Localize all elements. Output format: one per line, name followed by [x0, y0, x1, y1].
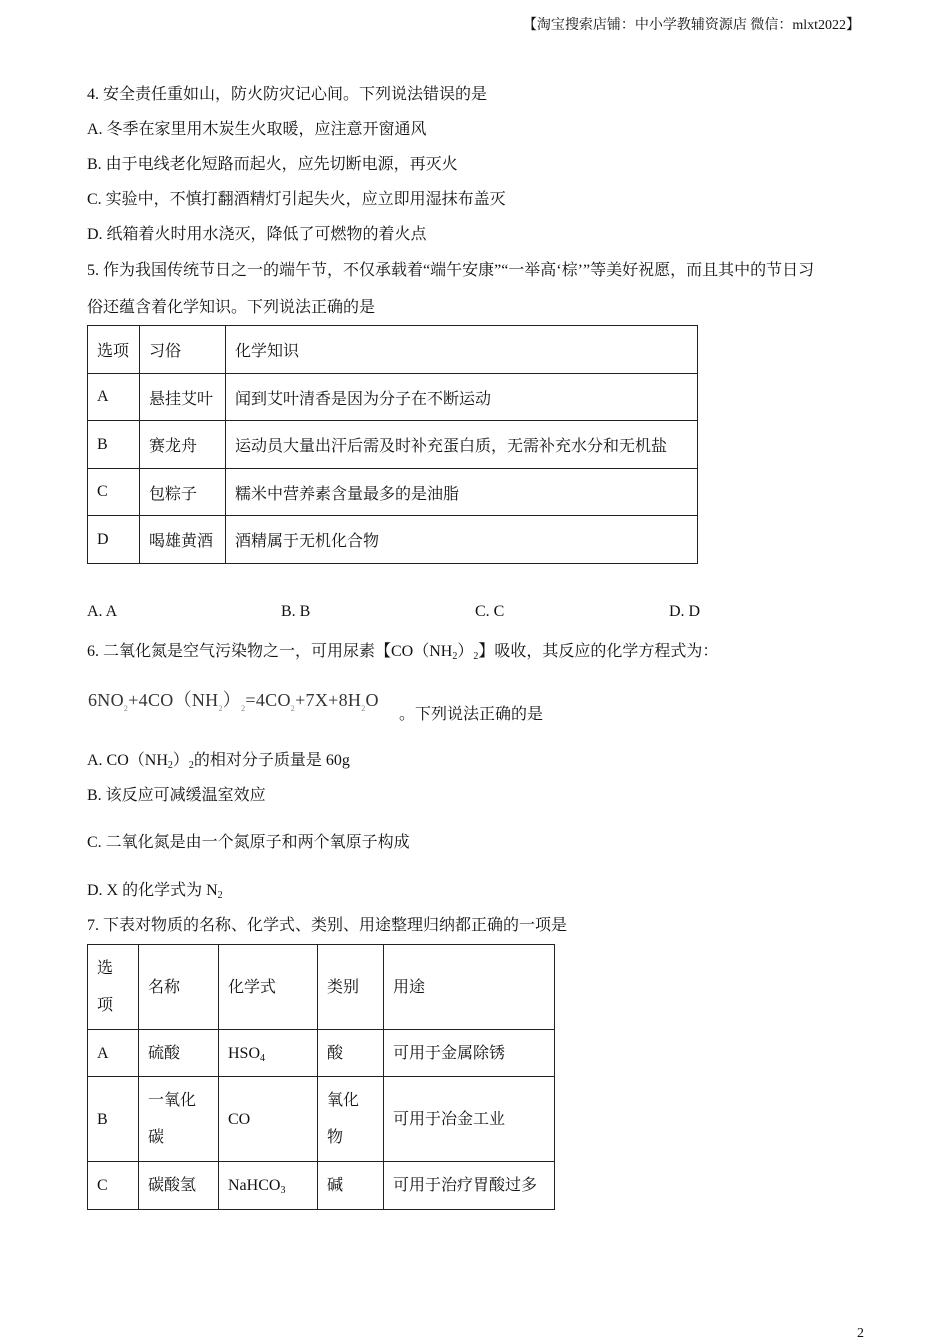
header-option: 选项: [88, 326, 140, 374]
page-number: 2: [857, 1326, 864, 1341]
header-chem-knowledge: 化学知识: [226, 326, 698, 374]
question-4-option-d: D. 纸箱着火时用水浇灭，降低了可燃物的着火点: [87, 226, 427, 243]
question-7-stem: 7. 下表对物质的名称、化学式、类别、用途整理归纳都正确的一项是: [87, 917, 568, 934]
question-5-choice-a: A. A: [87, 603, 118, 620]
chemical-equation: $6NO_2+4CO(NH_2)_2=4CO_2+7X+8H_2O$: [88, 690, 379, 713]
question-6-stem-tail: 。下列说法正确的是: [399, 706, 544, 723]
header-name: 名称: [139, 945, 219, 1030]
question-6-stem: 6. 二氧化氮是空气污染物之一，可用尿素【$CO(NH_2)_2$】吸收，其反应的化学方程式为：: [87, 643, 719, 662]
question-4-stem: 4. 安全责任重如山，防火防灾记心间。下列说法错误的是: [87, 86, 488, 103]
header-use: 用途: [384, 945, 555, 1030]
row-custom: 赛龙舟: [140, 421, 226, 469]
row-category: 氧化 物: [318, 1077, 384, 1162]
row-knowledge: 糯米中营养素含量最多的是油脂: [226, 469, 698, 516]
row-option: A: [88, 374, 140, 421]
header-formula: 化学式: [219, 945, 318, 1030]
page-header: 【淘宝搜索店铺：中小学教辅资源店 微信：mlxt2022】: [522, 18, 860, 33]
question-5-choice-c: C. C: [475, 603, 505, 620]
row-custom: 喝雄黄酒: [140, 516, 226, 564]
row-option: C: [88, 1162, 139, 1210]
question-4-option-c: C. 实验中，不慎打翻酒精灯引起失火，应立即用湿抹布盖灭: [87, 191, 506, 208]
question-6-option-d: D. X 的化学式为 $N_2$: [87, 882, 223, 901]
header-category: 类别: [318, 945, 384, 1030]
row-name: 碳酸氢: [139, 1162, 219, 1210]
table-row: [88, 374, 698, 421]
table-header-row: [88, 945, 555, 1030]
row-custom: 悬挂艾叶: [140, 374, 226, 421]
row-formula: $HSO_4$: [219, 1030, 318, 1077]
row-use: 可用于治疗胃酸过多: [384, 1162, 555, 1210]
question-6-option-c: C. 二氧化氮是由一个氮原子和两个氧原子构成: [87, 834, 410, 851]
question-4-option-b: B. 由于电线老化短路而起火，应先切断电源，再灭火: [87, 156, 458, 173]
row-use: 可用于金属除锈: [384, 1030, 555, 1077]
question-4-option-a: A. 冬季在家里用木炭生火取暖，应注意开窗通风: [87, 121, 427, 138]
row-option: C: [88, 469, 140, 516]
row-option: B: [88, 421, 140, 469]
row-option: D: [88, 516, 140, 564]
row-knowledge: 酒精属于无机化合物: [226, 516, 698, 564]
question-5-stem-line-1: 5. 作为我国传统节日之一的端午节，不仅承载着“端午安康”“一举高‘棕’”等美好祝愿，而且其中的节日习: [87, 262, 815, 279]
question-5-table: [87, 325, 698, 564]
row-option: A: [88, 1030, 139, 1077]
row-use: 可用于冶金工业: [384, 1077, 555, 1162]
row-category: 酸: [318, 1030, 384, 1077]
question-5-choice-b: B. B: [281, 603, 311, 620]
question-6-option-b: B. 该反应可减缓温室效应: [87, 787, 266, 804]
question-7-table: [87, 944, 555, 1210]
header-custom: 习俗: [140, 326, 226, 374]
row-knowledge: 运动员大量出汗后需及时补充蛋白质，无需补充水分和无机盐: [226, 421, 698, 469]
table-row: [88, 516, 698, 564]
table-row: [88, 1030, 555, 1077]
table-row: [88, 1162, 555, 1210]
header-option: 选 项: [88, 945, 139, 1030]
question-5-choice-d: D. D: [669, 603, 701, 620]
table-row: [88, 469, 698, 516]
table-row: [88, 1077, 555, 1162]
row-option: B: [88, 1077, 139, 1162]
row-name: 一氧化 碳: [139, 1077, 219, 1162]
row-category: 碱: [318, 1162, 384, 1210]
row-knowledge: 闻到艾叶清香是因为分子在不断运动: [226, 374, 698, 421]
row-name: 硫酸: [139, 1030, 219, 1077]
row-custom: 包粽子: [140, 469, 226, 516]
table-header-row: [88, 326, 698, 374]
row-formula: CO: [219, 1077, 318, 1162]
row-formula: NaHCO$_3$: [219, 1162, 318, 1210]
table-row: [88, 421, 698, 469]
question-5-stem-line-2: 俗还蕴含着化学知识。下列说法正确的是: [87, 299, 376, 316]
question-6-option-a: A. $CO(NH_2)_2$的相对分子质量是 60g: [87, 752, 350, 771]
